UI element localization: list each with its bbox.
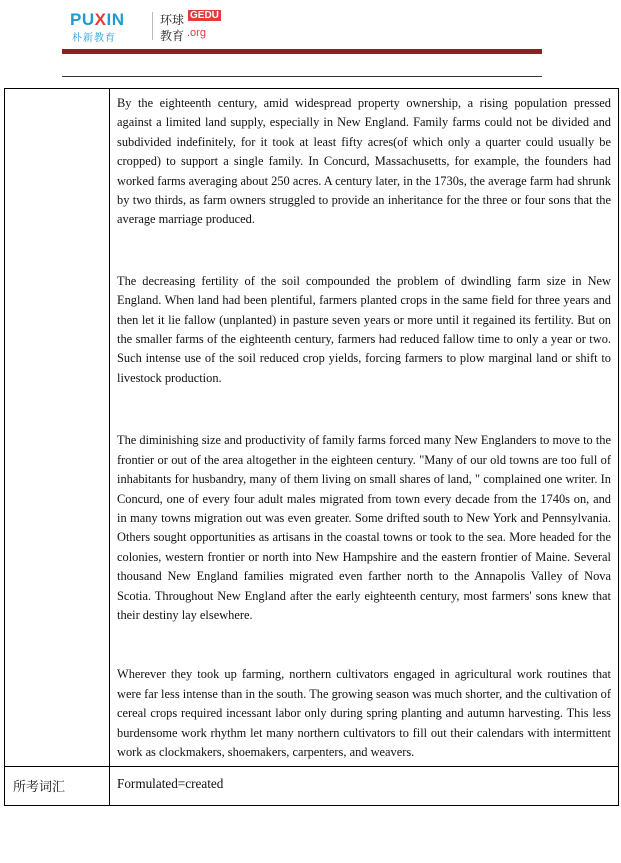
logo-chinese-jiaoyu: 教育 — [160, 29, 185, 43]
vocab-value: Formulated=created — [117, 776, 224, 792]
passage-paragraph-4: Wherever they took up farming, northern cultivators engaged in agricultural work routines that were far less intense than in the south. The growing season was much shorter, and the cultivation of cereal crops required incessant labor only during spring planting and autumn harvesting. This less burdensome work rhythm let many northern cultivators to fill out their calendars with intermittent work as clockmakers, shoemakers, carpenters, and weavers. — [117, 667, 611, 759]
logo-divider — [152, 12, 153, 40]
logo-chinese-huanqiu: 环球 — [160, 13, 185, 27]
passage-paragraph-2: The decreasing fertility of the soil compounded the problem of dwindling farm size in New England. When land had been plentiful, farmers planted crops in the same field for three years and then let it lie fallow (unplanted) in pasture seven years or more until it regained its fertility. But on the smaller farms of the eighteenth century, farmers had reduced fallow time to only a year or two. Such intense use of the soil reduced crop yields, forcing farmers to plow marginal land or shift to livestock production. — [117, 273, 611, 385]
vocab-row — [5, 767, 619, 806]
vocab-label-cell — [5, 767, 110, 806]
vocab-label: 所考词汇 — [13, 780, 66, 796]
header-rule-thick — [62, 49, 542, 54]
logo-org-suffix: .org — [187, 27, 206, 39]
header-rule-thin — [62, 76, 542, 77]
page-header — [0, 0, 621, 84]
passage-paragraph-3: The diminishing size and productivity of family farms forced many New Englanders to move to the frontier or out of the area altogether in the eighteen century. "Many of our old towns are too full of inhabitants for husbandry, many of them living on small shares of land, " complained one writer. In Concurd, one of every four adult males migrated from town every decade from the 1740s on, and in many towns migration out was even greater. Some drifted south to New York and Pennsylvania. Others sought opportunities as artisans in the coastal towns or took to the sea. More headed for the colonies, western frontier or north into New Hampshire and the eastern frontier of Maine. Several thousand New England families migrated even farther north to the Annapolis Valley of Nova Scotia. Throughout New England after the early eighteenth century, most farmers' sons knew that their destiny lay elsewhere. — [117, 433, 611, 622]
passage-paragraph-1: By the eighteenth century, amid widespread property ownership, a rising population pressed against a limited land supply, especially in New England. Family farms could not be divided and subdivided indefinitely, for it took at least fifty acres(of which only a quarter could usually be cropped) to support a single family. In Concurd, Massachusetts, for example, the founders had worked farms averaging about 250 acres. A century later, in the 1730s, the average farm had shrunk by two thirds, as farm owners struggled to provide an inheritance for the three or four sons that the average marriage produced. — [117, 96, 611, 227]
logo-gedu-badge: GEDU — [190, 10, 219, 21]
passage-content-cell — [110, 89, 619, 767]
vocab-value-cell — [110, 767, 619, 806]
logo-chinese-left: 朴新教育 — [72, 33, 116, 44]
passage-row — [5, 89, 619, 767]
logo-puxin-text: PUXIN — [70, 10, 125, 29]
passage-label-cell — [5, 89, 110, 767]
passage-table — [4, 88, 619, 806]
